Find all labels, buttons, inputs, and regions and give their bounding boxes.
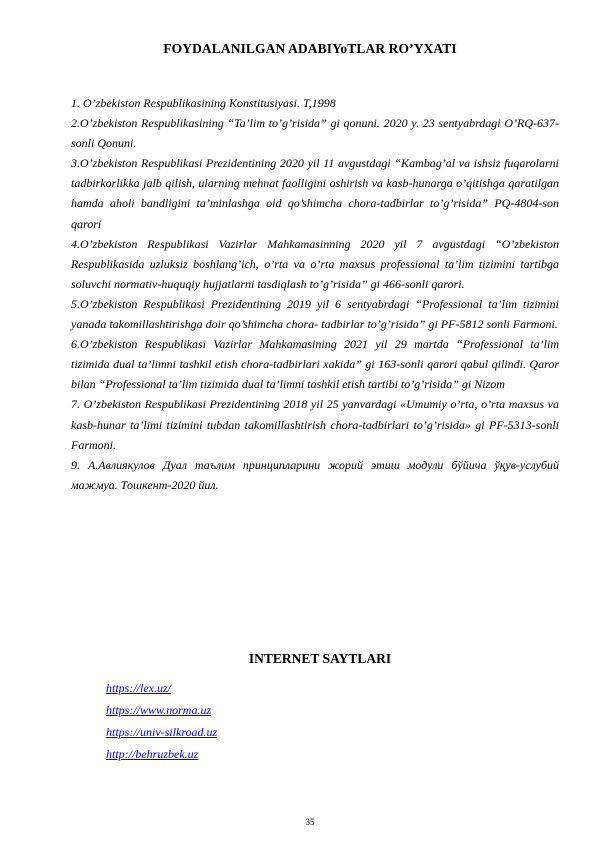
- reference-item: 6.O’zbekiston Respublikasi Vazirlar Mahkamasining 2021 yil 29 martda “Professional ta’lim tizimida dual ta’limni tashkil etish chora-tadbirlari xakida” gi 163-sonli qarori qabul qilindi. Qaror bilan “Professional ta’lim tizimida dual ta’limni tashkil etish tartibi to’g’risida” gi Nizom: [71, 337, 559, 392]
- website-link[interactable]: https://univ-silkroad.uz: [106, 725, 218, 739]
- reference-item: 3.O’zbekiston Respublikasi Prezidentining 2020 yil 11 avgustdagi “Kambag’al va ishsiz fuqarolarni tadbirkorlikka jalb qilish, ularning mehnat faolligini oshirish va kasb-hunarga o’qitishga qaratilgan hamda aholi bandligini ta’minlashga oid qo’shimcha chora-tadbirlar to’g’risida” PQ-4804-son qarori: [71, 156, 559, 231]
- internet-sites-heading: INTERNET SAYTLARI: [248, 651, 392, 666]
- website-link[interactable]: https://lex.uz/: [106, 681, 171, 695]
- website-links: [106, 677, 217, 765]
- reference-item: 4.O’zbekiston Respublikasi Vazirlar Mahkamasinning 2020 yil 7 avgustdagi “O’zbekiston Respublikasida uzluksiz boshlang’ich, o’rta va o’rta maxsus professional ta’lim tizimini tartibga soluvchi normativ-huquqiy hujjatlarni tasdiqlash to’g’risida” gi 466-sonli qarori.: [71, 236, 559, 291]
- reference-item: 5.O’zbekiston Respublikasi Prezidentining 2019 yil 6 sentyabrdagi “Professional ta’lim tizimini yanada takomillashtirishga doir qo’shimcha chora- tadbirlar to’g’risida” gi PF-5812 sonli Farmoni.: [71, 296, 559, 332]
- reference-list: [71, 93, 559, 495]
- reference-item: 1. O’zbekiston Respublikasining Konstitusiyasi. T,1998: [71, 96, 336, 110]
- reference-item: 2.O’zbekiston Respublikasining “Ta’lim to’g’risida” gi qonuni. 2020 y. 23 sentyabrdagi O’RQ-637-sonli Qonuni.: [71, 116, 559, 151]
- reference-item: 9. А.Авлиякулов Дуал таълим принципларини жорий этиш модули бўйича ўқув-услубий мажмуа. Тошкент-2020 йил.: [71, 457, 559, 492]
- page-title: FOYDALANILGAN ADABIYoTLAR RO’YXATI: [163, 41, 457, 56]
- reference-item: 7. O’zbekiston Respublikasi Prezidentining 2018 yil 25 yanvardagi «Umumiy o’rta, o’rta maxsus va kasb-hunar ta’limi tizimini tubdan takomillashtirish chora-tadbirlari to’g’risida» gi PF-5313-sonli Farmoni.: [71, 397, 559, 452]
- website-link[interactable]: https://www.norma.uz: [106, 703, 212, 717]
- website-link[interactable]: http://behruzbek.uz: [106, 747, 199, 761]
- page-number: 35: [305, 817, 315, 827]
